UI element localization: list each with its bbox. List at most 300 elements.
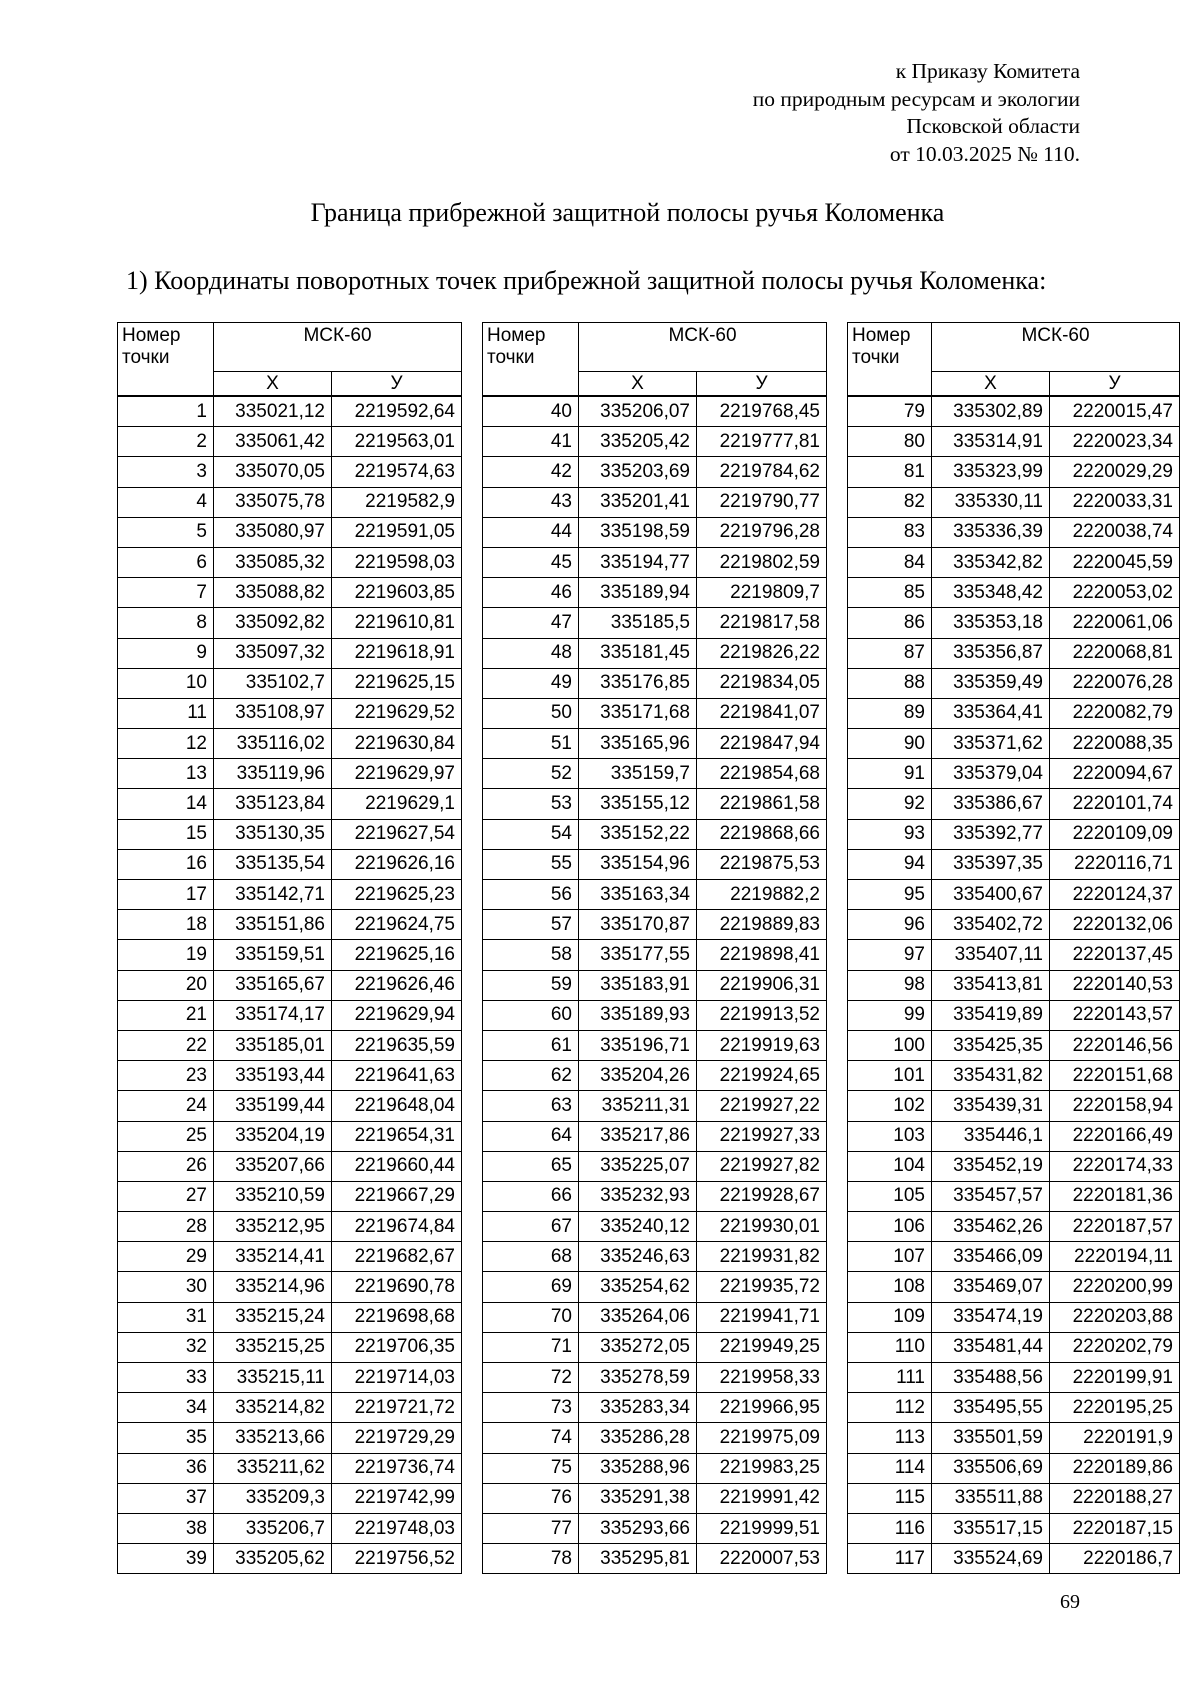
point-number-cell: 38 <box>118 1513 214 1543</box>
table-row <box>848 1483 1180 1513</box>
point-number-cell: 99 <box>848 1000 932 1030</box>
point-number-cell: 68 <box>483 1242 579 1272</box>
x-coordinate-cell: 335288,96 <box>579 1453 697 1483</box>
point-number-cell: 71 <box>483 1332 579 1362</box>
table-row <box>848 1332 1180 1362</box>
y-coordinate-cell: 2219624,75 <box>332 910 462 940</box>
table-row <box>483 910 827 940</box>
y-coordinate-cell: 2219868,66 <box>697 819 827 849</box>
x-coordinate-cell: 335185,5 <box>579 608 697 638</box>
table-row <box>118 668 462 698</box>
table-row <box>483 1332 827 1362</box>
x-coordinate-cell: 335201,41 <box>579 487 697 517</box>
point-number-cell: 108 <box>848 1272 932 1302</box>
point-number-cell: 2 <box>118 427 214 457</box>
point-number-header: Номер точки <box>118 323 214 397</box>
x-coordinate-cell: 335174,17 <box>214 1000 332 1030</box>
y-coordinate-cell: 2219682,67 <box>332 1242 462 1272</box>
x-coordinate-cell: 335291,38 <box>579 1483 697 1513</box>
x-coordinate-cell: 335342,82 <box>932 547 1050 577</box>
x-coordinate-cell: 335225,07 <box>579 1151 697 1181</box>
point-number-cell: 41 <box>483 427 579 457</box>
y-coordinate-cell: 2219913,52 <box>697 1000 827 1030</box>
y-coordinate-cell: 2219841,07 <box>697 698 827 728</box>
point-number-cell: 69 <box>483 1272 579 1302</box>
table-row <box>483 517 827 547</box>
y-coordinate-cell: 2220200,99 <box>1050 1272 1180 1302</box>
x-coordinate-cell: 335211,31 <box>579 1091 697 1121</box>
point-number-cell: 70 <box>483 1302 579 1332</box>
table-row <box>118 759 462 789</box>
table-row <box>848 729 1180 759</box>
point-number-cell: 39 <box>118 1544 214 1574</box>
point-number-cell: 110 <box>848 1332 932 1362</box>
section-heading: 1) Координаты поворотных точек прибрежной защитной полосы ручья Коломенка: <box>126 266 1047 295</box>
table-row <box>118 1393 462 1423</box>
table-row <box>848 1000 1180 1030</box>
y-coordinate-cell: 2219826,22 <box>697 638 827 668</box>
table-row <box>118 487 462 517</box>
x-coordinate-cell: 335213,66 <box>214 1423 332 1453</box>
table-row <box>483 1212 827 1242</box>
x-coordinate-cell: 335204,26 <box>579 1061 697 1091</box>
point-number-cell: 83 <box>848 517 932 547</box>
table-row <box>118 517 462 547</box>
x-coordinate-cell: 335154,96 <box>579 849 697 879</box>
y-coordinate-cell: 2219949,25 <box>697 1332 827 1362</box>
table-row <box>848 1363 1180 1393</box>
x-coordinate-cell: 335511,88 <box>932 1483 1050 1513</box>
point-number-cell: 106 <box>848 1212 932 1242</box>
table-row <box>848 578 1180 608</box>
point-number-cell: 45 <box>483 547 579 577</box>
table-row <box>118 1000 462 1030</box>
x-coordinate-cell: 335214,82 <box>214 1393 332 1423</box>
y-coordinate-cell: 2220038,74 <box>1050 517 1180 547</box>
table-row <box>483 729 827 759</box>
point-number-cell: 101 <box>848 1061 932 1091</box>
point-number-cell: 97 <box>848 940 932 970</box>
y-coordinate-cell: 2220202,79 <box>1050 1332 1180 1362</box>
y-coordinate-cell: 2219882,2 <box>697 880 827 910</box>
table-row <box>483 1423 827 1453</box>
point-number-cell: 74 <box>483 1423 579 1453</box>
point-number-cell: 50 <box>483 698 579 728</box>
point-number-cell: 37 <box>118 1483 214 1513</box>
table-row <box>483 1151 827 1181</box>
x-coordinate-cell: 335264,06 <box>579 1302 697 1332</box>
y-coordinate-cell: 2219660,44 <box>332 1151 462 1181</box>
x-coordinate-cell: 335151,86 <box>214 910 332 940</box>
x-coordinate-cell: 335371,62 <box>932 729 1050 759</box>
point-number-cell: 57 <box>483 910 579 940</box>
point-number-cell: 66 <box>483 1181 579 1211</box>
y-coordinate-cell: 2219983,25 <box>697 1453 827 1483</box>
x-coordinate-cell: 335402,72 <box>932 910 1050 940</box>
x-coordinate-cell: 335462,26 <box>932 1212 1050 1242</box>
x-coordinate-cell: 335446,1 <box>932 1121 1050 1151</box>
x-coordinate-cell: 335209,3 <box>214 1483 332 1513</box>
table-row <box>483 1483 827 1513</box>
y-coordinate-cell: 2220124,37 <box>1050 880 1180 910</box>
table-row <box>848 1513 1180 1543</box>
x-coordinate-cell: 335185,01 <box>214 1030 332 1060</box>
y-coordinate-cell: 2220007,53 <box>697 1544 827 1574</box>
y-coordinate-cell: 2219641,63 <box>332 1061 462 1091</box>
y-coordinate-cell: 2219790,77 <box>697 487 827 517</box>
y-coordinate-cell: 2219598,03 <box>332 547 462 577</box>
y-coordinate-cell: 2219629,94 <box>332 1000 462 1030</box>
table-row <box>118 396 462 427</box>
table-row <box>848 396 1180 427</box>
coordinates-table-1 <box>117 322 462 1574</box>
point-number-cell: 117 <box>848 1544 932 1574</box>
x-coordinate-cell: 335123,84 <box>214 789 332 819</box>
point-number-cell: 15 <box>118 819 214 849</box>
table-row <box>483 1544 827 1574</box>
point-number-cell: 47 <box>483 608 579 638</box>
x-coordinate-cell: 335524,69 <box>932 1544 1050 1574</box>
y-coordinate-cell: 2219582,9 <box>332 487 462 517</box>
y-coordinate-cell: 2219654,31 <box>332 1121 462 1151</box>
x-coordinate-cell: 335386,67 <box>932 789 1050 819</box>
x-coordinate-cell: 335155,12 <box>579 789 697 819</box>
y-header: У <box>332 372 462 397</box>
point-number-cell: 98 <box>848 970 932 1000</box>
x-coordinate-cell: 335159,51 <box>214 940 332 970</box>
table-row <box>848 880 1180 910</box>
table-row <box>848 487 1180 517</box>
y-coordinate-cell: 2219928,67 <box>697 1181 827 1211</box>
table-row <box>848 849 1180 879</box>
table-row <box>118 1212 462 1242</box>
table-row <box>118 1423 462 1453</box>
point-number-cell: 60 <box>483 1000 579 1030</box>
y-coordinate-cell: 2220015,47 <box>1050 396 1180 427</box>
y-coordinate-cell: 2220199,91 <box>1050 1363 1180 1393</box>
table-row <box>483 1302 827 1332</box>
header-line: Псковской области <box>906 114 1080 138</box>
y-coordinate-cell: 2219958,33 <box>697 1363 827 1393</box>
x-coordinate-cell: 335097,32 <box>214 638 332 668</box>
y-coordinate-cell: 2219610,81 <box>332 608 462 638</box>
y-coordinate-cell: 2220186,7 <box>1050 1544 1180 1574</box>
x-coordinate-cell: 335481,44 <box>932 1332 1050 1362</box>
x-coordinate-cell: 335359,49 <box>932 668 1050 698</box>
table-row <box>483 1091 827 1121</box>
point-number-cell: 93 <box>848 819 932 849</box>
point-number-cell: 12 <box>118 729 214 759</box>
point-number-cell: 113 <box>848 1423 932 1453</box>
y-coordinate-cell: 2219931,82 <box>697 1242 827 1272</box>
table-row <box>118 849 462 879</box>
y-coordinate-cell: 2219563,01 <box>332 427 462 457</box>
point-number-cell: 65 <box>483 1151 579 1181</box>
x-coordinate-cell: 335392,77 <box>932 819 1050 849</box>
point-number-cell: 111 <box>848 1363 932 1393</box>
x-coordinate-cell: 335142,71 <box>214 880 332 910</box>
point-number-cell: 9 <box>118 638 214 668</box>
table-row <box>118 457 462 487</box>
point-number-cell: 82 <box>848 487 932 517</box>
table-row <box>483 608 827 638</box>
point-number-cell: 17 <box>118 880 214 910</box>
y-coordinate-cell: 2219927,33 <box>697 1121 827 1151</box>
point-number-cell: 95 <box>848 880 932 910</box>
x-coordinate-cell: 335092,82 <box>214 608 332 638</box>
point-number-cell: 90 <box>848 729 932 759</box>
y-coordinate-cell: 2219629,52 <box>332 698 462 728</box>
x-coordinate-cell: 335021,12 <box>214 396 332 427</box>
table-row <box>483 880 827 910</box>
point-number-cell: 91 <box>848 759 932 789</box>
table-row <box>848 1181 1180 1211</box>
x-coordinate-cell: 335302,89 <box>932 396 1050 427</box>
table-row <box>118 638 462 668</box>
y-coordinate-cell: 2220101,74 <box>1050 789 1180 819</box>
point-number-cell: 48 <box>483 638 579 668</box>
x-coordinate-cell: 335286,28 <box>579 1423 697 1453</box>
x-coordinate-cell: 335469,07 <box>932 1272 1050 1302</box>
coordinates-table-3 <box>847 322 1180 1574</box>
point-number-cell: 55 <box>483 849 579 879</box>
table-row <box>483 396 827 427</box>
page-number: 69 <box>1060 1591 1080 1613</box>
y-header: У <box>1050 372 1180 397</box>
point-number-cell: 116 <box>848 1513 932 1543</box>
x-coordinate-cell: 335379,04 <box>932 759 1050 789</box>
table-row <box>483 940 827 970</box>
point-number-cell: 109 <box>848 1302 932 1332</box>
x-coordinate-cell: 335061,42 <box>214 427 332 457</box>
point-number-cell: 53 <box>483 789 579 819</box>
y-coordinate-cell: 2219629,1 <box>332 789 462 819</box>
y-coordinate-cell: 2219625,23 <box>332 880 462 910</box>
table-row <box>848 608 1180 638</box>
y-coordinate-cell: 2219627,54 <box>332 819 462 849</box>
y-coordinate-cell: 2219603,85 <box>332 578 462 608</box>
point-number-cell: 78 <box>483 1544 579 1574</box>
document-title: Граница прибрежной защитной полосы ручья Коломенка <box>310 198 945 227</box>
point-number-cell: 75 <box>483 1453 579 1483</box>
table-row <box>848 1121 1180 1151</box>
point-number-cell: 30 <box>118 1272 214 1302</box>
point-number-cell: 26 <box>118 1151 214 1181</box>
x-coordinate-cell: 335165,96 <box>579 729 697 759</box>
x-coordinate-cell: 335356,87 <box>932 638 1050 668</box>
x-coordinate-cell: 335170,87 <box>579 910 697 940</box>
y-coordinate-cell: 2219742,99 <box>332 1483 462 1513</box>
y-coordinate-cell: 2220023,34 <box>1050 427 1180 457</box>
table-row <box>848 1423 1180 1453</box>
x-coordinate-cell: 335407,11 <box>932 940 1050 970</box>
y-coordinate-cell: 2219721,72 <box>332 1393 462 1423</box>
point-number-cell: 8 <box>118 608 214 638</box>
point-number-cell: 34 <box>118 1393 214 1423</box>
point-number-cell: 42 <box>483 457 579 487</box>
x-coordinate-cell: 335210,59 <box>214 1181 332 1211</box>
x-coordinate-cell: 335474,19 <box>932 1302 1050 1332</box>
y-coordinate-cell: 2220191,9 <box>1050 1423 1180 1453</box>
coordinate-system-header: МСК-60 <box>214 323 462 372</box>
point-number-cell: 31 <box>118 1302 214 1332</box>
point-number-cell: 16 <box>118 849 214 879</box>
x-coordinate-cell: 335205,62 <box>214 1544 332 1574</box>
table-row <box>848 517 1180 547</box>
point-number-cell: 56 <box>483 880 579 910</box>
table-row <box>848 1061 1180 1091</box>
x-coordinate-cell: 335323,99 <box>932 457 1050 487</box>
y-coordinate-cell: 2220116,71 <box>1050 849 1180 879</box>
table-row <box>483 819 827 849</box>
x-coordinate-cell: 335189,94 <box>579 578 697 608</box>
x-coordinate-cell: 335293,66 <box>579 1513 697 1543</box>
y-coordinate-cell: 2220068,81 <box>1050 638 1180 668</box>
table-row <box>483 1513 827 1543</box>
x-coordinate-cell: 335193,44 <box>214 1061 332 1091</box>
y-coordinate-cell: 2219847,94 <box>697 729 827 759</box>
x-coordinate-cell: 335204,19 <box>214 1121 332 1151</box>
point-number-cell: 80 <box>848 427 932 457</box>
point-number-cell: 7 <box>118 578 214 608</box>
table-row <box>118 789 462 819</box>
point-number-cell: 58 <box>483 940 579 970</box>
coordinate-system-header: МСК-60 <box>579 323 827 372</box>
x-coordinate-cell: 335240,12 <box>579 1212 697 1242</box>
x-coordinate-cell: 335330,11 <box>932 487 1050 517</box>
x-coordinate-cell: 335198,59 <box>579 517 697 547</box>
x-coordinate-cell: 335088,82 <box>214 578 332 608</box>
y-coordinate-cell: 2219714,03 <box>332 1363 462 1393</box>
y-coordinate-cell: 2219690,78 <box>332 1272 462 1302</box>
point-number-cell: 35 <box>118 1423 214 1453</box>
table-row <box>483 578 827 608</box>
table-row <box>118 940 462 970</box>
y-coordinate-cell: 2220188,27 <box>1050 1483 1180 1513</box>
table-row <box>848 819 1180 849</box>
table-row <box>483 1061 827 1091</box>
y-coordinate-cell: 2220082,79 <box>1050 698 1180 728</box>
table-row <box>118 1332 462 1362</box>
y-coordinate-cell: 2220143,57 <box>1050 1000 1180 1030</box>
y-coordinate-cell: 2220076,28 <box>1050 668 1180 698</box>
coordinate-system-header: МСК-60 <box>932 323 1180 372</box>
table-row <box>118 427 462 457</box>
x-coordinate-cell: 335085,32 <box>214 547 332 577</box>
x-coordinate-cell: 335517,15 <box>932 1513 1050 1543</box>
table-row <box>848 668 1180 698</box>
point-number-cell: 11 <box>118 698 214 728</box>
x-coordinate-cell: 335159,7 <box>579 759 697 789</box>
x-coordinate-cell: 335488,56 <box>932 1363 1050 1393</box>
point-number-cell: 59 <box>483 970 579 1000</box>
y-coordinate-cell: 2219748,03 <box>332 1513 462 1543</box>
x-coordinate-cell: 335102,7 <box>214 668 332 698</box>
x-coordinate-cell: 335246,63 <box>579 1242 697 1272</box>
point-number-cell: 24 <box>118 1091 214 1121</box>
x-coordinate-cell: 335295,81 <box>579 1544 697 1574</box>
x-coordinate-cell: 335506,69 <box>932 1453 1050 1483</box>
table-row <box>483 1000 827 1030</box>
point-number-cell: 43 <box>483 487 579 517</box>
x-coordinate-cell: 335232,93 <box>579 1181 697 1211</box>
table-row <box>118 729 462 759</box>
y-coordinate-cell: 2219674,84 <box>332 1212 462 1242</box>
table-row <box>483 457 827 487</box>
x-coordinate-cell: 335196,71 <box>579 1030 697 1060</box>
x-coordinate-cell: 335165,67 <box>214 970 332 1000</box>
x-coordinate-cell: 335452,19 <box>932 1151 1050 1181</box>
y-coordinate-cell: 2220194,11 <box>1050 1242 1180 1272</box>
y-coordinate-cell: 2219898,41 <box>697 940 827 970</box>
table-row <box>483 1393 827 1423</box>
y-coordinate-cell: 2219796,28 <box>697 517 827 547</box>
point-number-cell: 51 <box>483 729 579 759</box>
x-coordinate-cell: 335439,31 <box>932 1091 1050 1121</box>
table-row <box>483 487 827 517</box>
x-coordinate-cell: 335501,59 <box>932 1423 1050 1453</box>
y-coordinate-cell: 2219698,68 <box>332 1302 462 1332</box>
point-number-cell: 49 <box>483 668 579 698</box>
table-row <box>118 1272 462 1302</box>
y-coordinate-cell: 2219625,15 <box>332 668 462 698</box>
x-coordinate-cell: 335353,18 <box>932 608 1050 638</box>
y-coordinate-cell: 2219875,53 <box>697 849 827 879</box>
point-number-cell: 100 <box>848 1030 932 1060</box>
point-number-cell: 85 <box>848 578 932 608</box>
x-coordinate-cell: 335215,24 <box>214 1302 332 1332</box>
point-number-cell: 107 <box>848 1242 932 1272</box>
table-row <box>848 1151 1180 1181</box>
x-coordinate-cell: 335181,45 <box>579 638 697 668</box>
point-number-cell: 5 <box>118 517 214 547</box>
point-number-cell: 96 <box>848 910 932 940</box>
y-coordinate-cell: 2220109,09 <box>1050 819 1180 849</box>
y-coordinate-cell: 2220166,49 <box>1050 1121 1180 1151</box>
point-number-cell: 32 <box>118 1332 214 1362</box>
point-number-cell: 1 <box>118 396 214 427</box>
y-coordinate-cell: 2219626,46 <box>332 970 462 1000</box>
table-row <box>483 1272 827 1302</box>
table-row <box>848 1393 1180 1423</box>
table-row <box>483 547 827 577</box>
point-number-cell: 104 <box>848 1151 932 1181</box>
point-number-cell: 79 <box>848 396 932 427</box>
y-coordinate-cell: 2219706,35 <box>332 1332 462 1362</box>
point-number-cell: 64 <box>483 1121 579 1151</box>
table-row <box>848 1242 1180 1272</box>
y-coordinate-cell: 2219999,51 <box>697 1513 827 1543</box>
x-coordinate-cell: 335466,09 <box>932 1242 1050 1272</box>
y-coordinate-cell: 2220158,94 <box>1050 1091 1180 1121</box>
point-number-cell: 114 <box>848 1453 932 1483</box>
point-number-cell: 23 <box>118 1061 214 1091</box>
table-row <box>483 638 827 668</box>
table-row <box>848 1544 1180 1574</box>
point-number-cell: 112 <box>848 1393 932 1423</box>
table-row <box>848 547 1180 577</box>
y-coordinate-cell: 2220088,35 <box>1050 729 1180 759</box>
x-coordinate-cell: 335075,78 <box>214 487 332 517</box>
y-header: У <box>697 372 827 397</box>
table-row <box>848 1302 1180 1332</box>
x-header: Х <box>932 372 1050 397</box>
point-number-cell: 28 <box>118 1212 214 1242</box>
point-number-cell: 44 <box>483 517 579 547</box>
table-row <box>118 1181 462 1211</box>
x-header: Х <box>579 372 697 397</box>
y-coordinate-cell: 2219861,58 <box>697 789 827 819</box>
